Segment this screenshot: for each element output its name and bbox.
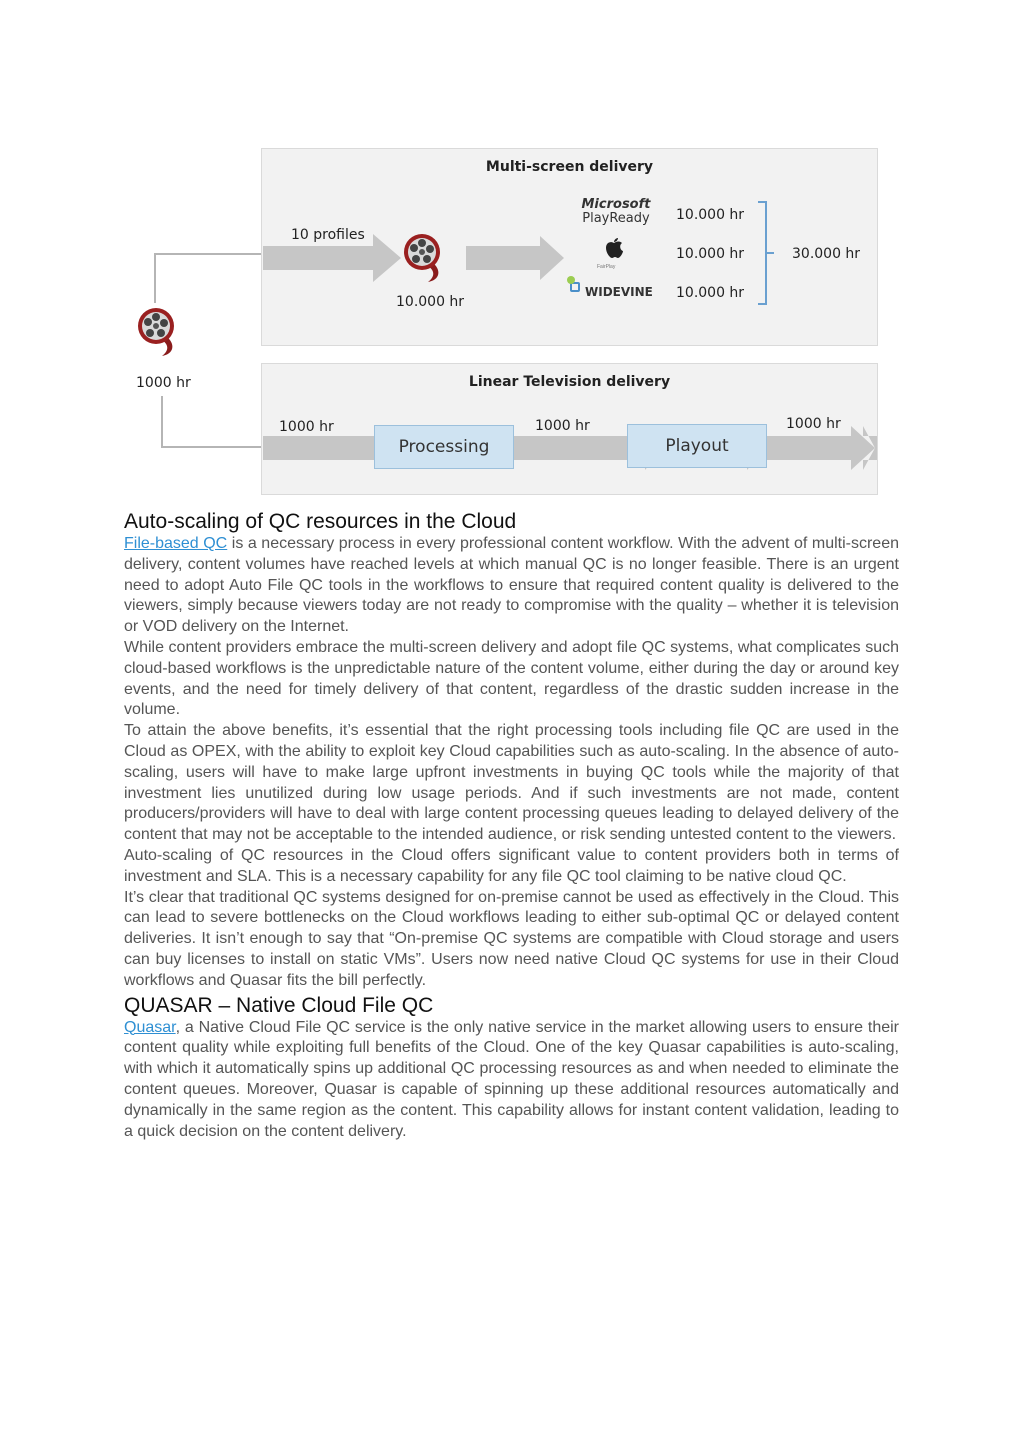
total-hours: 30.000 hr — [792, 246, 861, 262]
paragraph-traditional-qc: It’s clear that traditional QC systems designed for on-premise cannot be used as effectively in the Cloud. This can lead to severe bottlenecks on the Cloud workflows leading to either sub-optimal QC or delayed content deliveries. It isn’t enough to say that “On-premise QC systems are compatible with Cloud storage and users can buy licenses to install on static VMs”. Users now need native Cloud QC systems for use in their Cloud workflows and Quasar fits the bill perfectly. — [124, 888, 899, 989]
connector-line-top-horizontal — [154, 253, 271, 255]
paragraph-multi-screen: While content providers embrace the multi-screen delivery and adopt file QC systems, what complicates such cloud-based workflows is the unpredictable nature of the content volume, either during the day or around key events, and the need for timely delivery of that content, regardless of the drastic sudden increase in the volume. — [124, 638, 899, 719]
fairplay-wordmark: FairPlay — [597, 264, 616, 270]
multi-screen-title: Multi-screen delivery — [485, 159, 654, 175]
connector-line-bottom — [161, 396, 163, 448]
connector-line-bottom-horizontal — [161, 446, 271, 448]
delivery-diagram — [130, 140, 890, 500]
source-hours-label: 1000 hr — [136, 375, 191, 391]
playready-wordmark: PlayReady — [582, 211, 650, 226]
paragraph-file-based-qc — [124, 534, 899, 638]
paragraph-opex: To attain the above benefits, it’s essential that the right processing tools including file QC are used in the Cloud as OPEX, with the ability to exploit key Cloud capabilities such as auto-scaling. In the absence of auto-scaling, users will have to make large upfront investments in buying QC tools while the majority of that investment lies unutilized during low usage periods. And if such investments are not made, content producers/providers will have to deal with large content processing queues leading to delayed delivery of the content that may not be acceptable to the intended audience, or risk sending untested content to the viewers. — [124, 722, 899, 844]
playout-box: Playout — [627, 424, 767, 468]
widevine-hours: 10.000 hr — [676, 285, 745, 301]
processing-box: Processing — [374, 425, 514, 469]
quasar-link[interactable]: Quasar — [124, 1018, 176, 1036]
paragraph-text: is a necessary process in every professional content workflow. With the advent of multi-screen delivery, content volumes have reached levels at which manual QC is no longer feasible. There is an urgent need to adopt Auto File QC tools in the workflows to ensure that required content quality is delivered to the viewers, simply because viewers today are not ready to compromise with the quality – whether it is television or VOD delivery on the Internet. — [124, 535, 899, 636]
section-heading-auto-scaling: Auto-scaling of QC resources in the Cloud — [124, 510, 517, 533]
linear-tv-title: Linear Television delivery — [468, 374, 671, 390]
profiles-label: 10 profiles — [291, 227, 365, 243]
arrow-to-drm — [466, 234, 566, 282]
film-reel-icon — [402, 232, 446, 284]
widevine-wordmark: WIDEVINE — [585, 285, 653, 299]
apple-icon — [603, 235, 625, 259]
paragraph-text: , a Native Cloud File QC service is the only native service in the market allowing users to ensure their content quality while exploiting full benefits of the Cloud. One of the key Quasar capabilities is auto-scaling, with which it automatically spins up additional QC processing resources as and when needed to eliminate the content queues. Moreover, Quasar is capable of spinning up these additional resources automatically and dynamically in the same region as the content. This capability allows for instant content validation, leading to a quick decision on the content delivery. — [124, 1018, 899, 1140]
paragraph-quasar — [124, 1018, 899, 1143]
fairplay-hours: 10.000 hr — [676, 246, 745, 262]
film-reel-icon — [136, 306, 180, 358]
playready-hours: 10.000 hr — [676, 207, 745, 223]
file-based-qc-link[interactable]: File-based QC — [124, 535, 228, 552]
playready-logo — [578, 198, 654, 226]
microsoft-wordmark: Microsoft — [581, 197, 651, 212]
section-heading-quasar: QUASAR – Native Cloud File QC — [124, 993, 434, 1017]
linear-input-hours: 1000 hr — [279, 419, 334, 435]
total-bracket — [756, 200, 778, 306]
paragraph-sla: Auto-scaling of QC resources in the Cloud offers significant value to content providers both in terms of investment and SLA. This is a necessary capability for any file QC tool claiming to be native cloud QC. — [124, 846, 899, 885]
linear-mid-hours: 1000 hr — [535, 418, 590, 434]
article-body — [124, 510, 899, 1142]
widevine-logo-leaf — [567, 276, 575, 284]
transcoded-hours-label: 10.000 hr — [396, 294, 465, 310]
connector-line-top — [154, 253, 156, 303]
linear-output-hours: 1000 hr — [786, 416, 841, 432]
